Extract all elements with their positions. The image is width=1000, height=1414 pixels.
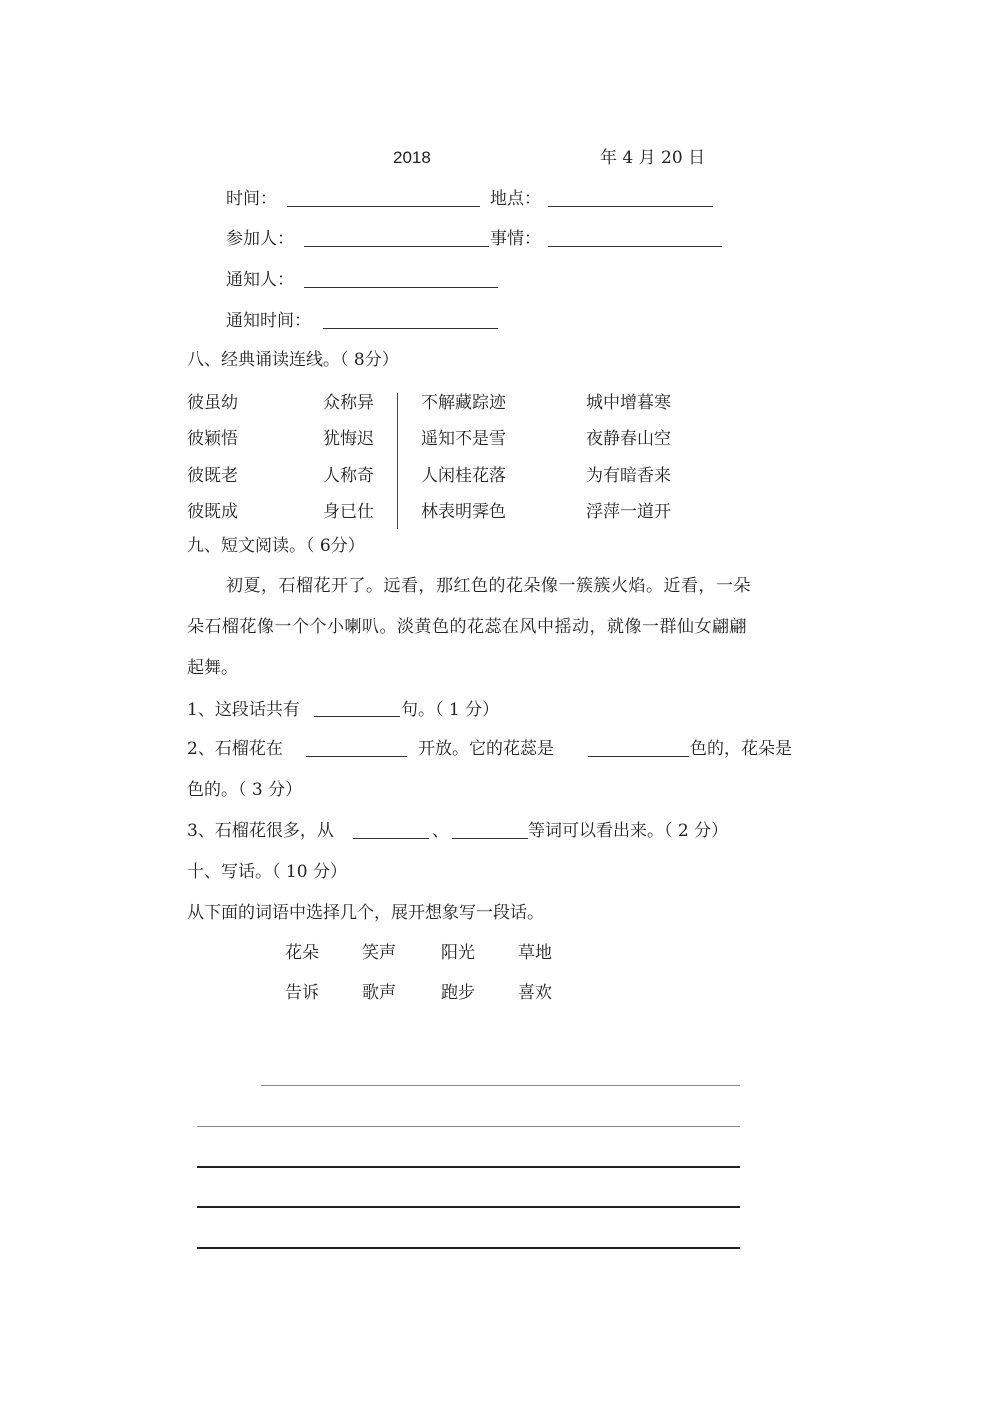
participants-blank[interactable] [304,246,489,247]
section9-title: 九、短文阅读。（ 6分） [187,536,365,556]
place-label: 地点： [490,189,541,209]
matter-label: 事情： [490,229,541,249]
right-col-item[interactable]: 不解藏踪迹 [421,393,506,413]
question-2-blank-1[interactable] [306,756,407,757]
notify-time-blank[interactable] [323,328,498,329]
notifier-blank[interactable] [304,287,498,288]
question-1-prefix: 1、这段话共有 [187,700,300,720]
left-col-item[interactable]: 彼颖悟 [187,429,238,449]
word-item: 花朵 [285,943,319,963]
left-match-item[interactable]: 犹悔迟 [323,429,374,449]
right-match-item[interactable]: 浮萍一道开 [586,502,671,522]
left-match-item[interactable]: 身已仕 [323,502,374,522]
time-blank[interactable] [287,206,480,207]
question-3-blank-1[interactable] [353,838,429,839]
question-2-blank-2[interactable] [588,756,689,757]
writing-line[interactable] [197,1206,740,1208]
question-3-blank-2[interactable] [452,838,528,839]
participants-label: 参加人： [226,229,294,249]
passage-line: 朵石榴花像一个个小喇叭。淡黄色的花蕊在风中摇动，就像一群仙女翩翩 [187,617,747,637]
writing-line[interactable] [261,1085,740,1086]
word-item: 告诉 [285,983,319,1003]
question-2-suffix: 色的，花朵是 [690,739,792,759]
word-item: 歌声 [362,983,396,1003]
question-3-suffix: 等词可以看出来。（ 2 分） [528,821,729,841]
word-item: 阳光 [441,943,475,963]
section10-title: 十、写话。（ 10 分） [187,862,347,882]
matter-blank[interactable] [548,246,722,247]
place-blank[interactable] [548,206,713,207]
notifier-label: 通知人： [226,270,294,290]
right-col-item[interactable]: 林表明霁色 [421,502,506,522]
section8-title: 八、经典诵读连线。（ 8分） [187,350,399,370]
writing-instruction: 从下面的词语中选择几个，展开想象写一段话。 [187,903,544,923]
word-item: 草地 [518,943,552,963]
notify-time-label: 通知时间： [226,311,311,331]
question-1-blank[interactable] [314,716,400,717]
passage-line: 起舞。 [187,658,238,678]
left-col-item[interactable]: 彼虽幼 [187,393,238,413]
right-col-item[interactable]: 遥知不是雪 [421,429,506,449]
left-col-item[interactable]: 彼既成 [187,502,238,522]
word-item: 笑声 [362,943,396,963]
passage-line: 初夏，石榴花开了。远看，那红色的花朵像一簇簇火焰。近看，一朵 [226,576,751,596]
left-match-item[interactable]: 人称奇 [323,466,374,486]
question-2-mid: 开放。它的花蕊是 [418,739,554,759]
date-year: 2018 [393,148,431,167]
question-2-prefix: 2、石榴花在 [187,739,283,759]
time-label: 时间： [226,189,277,209]
right-match-item[interactable]: 为有暗香来 [586,466,671,486]
question-1-suffix: 句。（ 1 分） [401,700,500,720]
writing-line[interactable] [197,1126,740,1127]
left-col-item[interactable]: 彼既老 [187,466,238,486]
writing-line[interactable] [197,1247,740,1249]
question-3-prefix: 3、石榴花很多，从 [187,821,334,841]
question-2-line2: 色的。（ 3 分） [187,780,303,800]
question-3-sep: 、 [432,821,449,841]
left-match-item[interactable]: 众称异 [323,393,374,413]
column-divider [397,393,398,529]
word-item: 跑步 [441,983,475,1003]
word-item: 喜欢 [518,983,552,1003]
date-rest: 年 4 月 20 日 [600,148,706,168]
right-col-item[interactable]: 人闲桂花落 [421,466,506,486]
writing-line[interactable] [197,1166,740,1168]
right-match-item[interactable]: 城中增暮寒 [586,393,671,413]
right-match-item[interactable]: 夜静春山空 [586,429,671,449]
